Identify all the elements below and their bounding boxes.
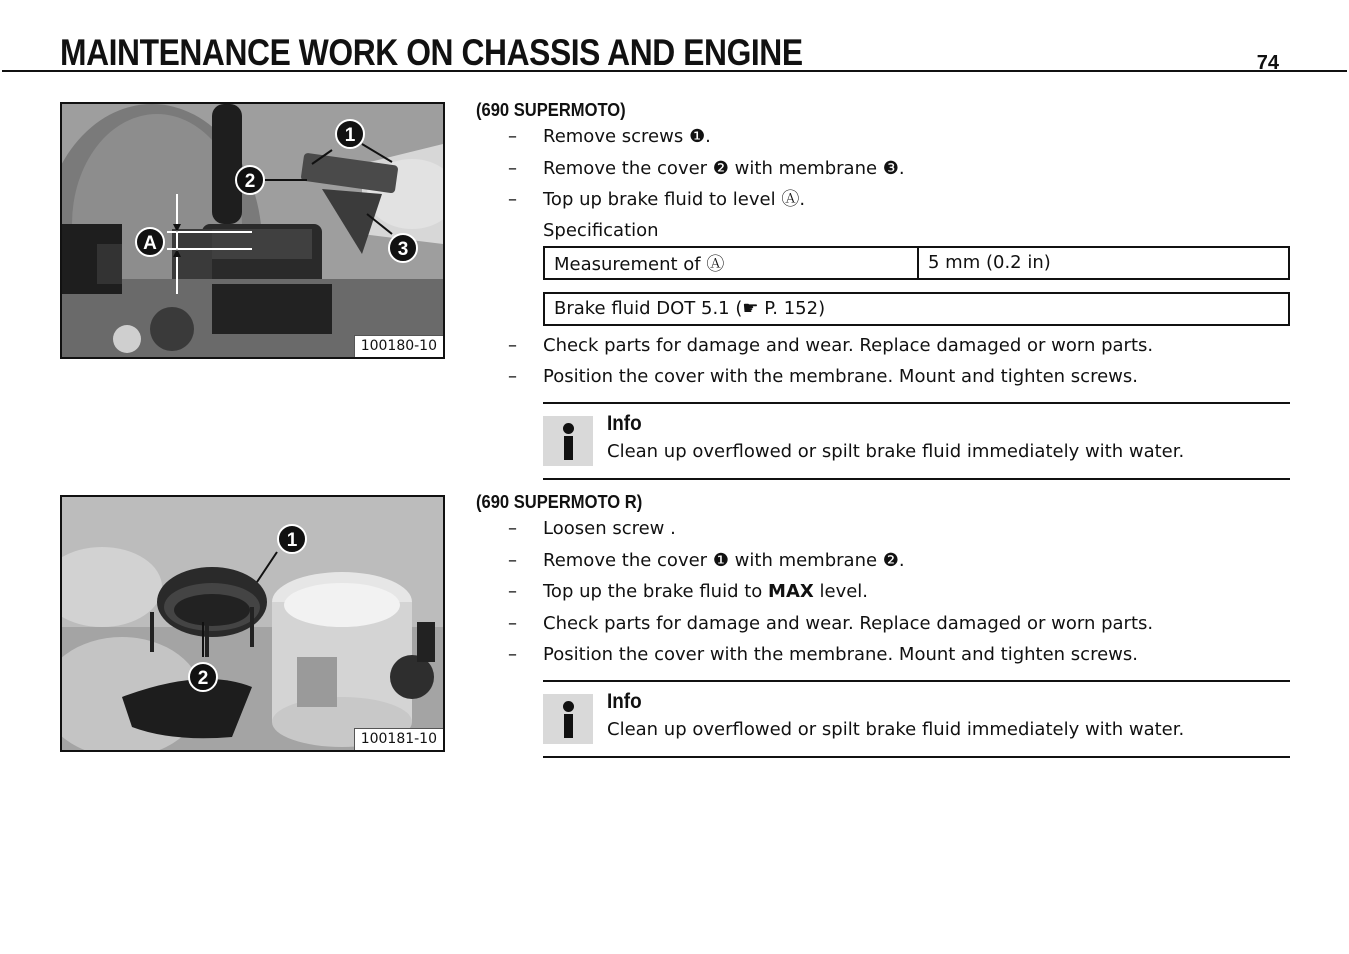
section-690-supermoto-r (476, 491, 1290, 758)
step-text: Top up brake fluid to level (543, 189, 782, 210)
figure-photo-illustration (62, 104, 443, 357)
callout-2 (236, 166, 264, 194)
step-text-end: . (705, 126, 711, 147)
step-text: Loosen screw . (543, 518, 676, 539)
info-icon (543, 416, 593, 466)
step-item (476, 608, 1290, 640)
figure-photo-illustration (62, 497, 443, 750)
specification-label: Specification (543, 219, 659, 241)
info-box (543, 402, 1290, 480)
info-title: Info (607, 689, 642, 713)
step-text-end: . (898, 549, 905, 571)
step-item (476, 639, 1290, 671)
page-number: 74 (1256, 52, 1279, 74)
step-item (476, 330, 1290, 362)
svg-text:1: 1 (286, 530, 298, 551)
step-dash: – (508, 549, 517, 571)
spec-label-cell (544, 247, 918, 279)
step-text: Remove screws (543, 126, 689, 147)
step-dash: – (508, 581, 517, 602)
callout-ref: Ⓐ (781, 189, 800, 210)
brake-fluid-box (543, 292, 1290, 326)
section-heading: (690 SUPERMOTO) (476, 100, 626, 120)
figure-brake-reservoir-690-supermoto-r (60, 495, 445, 752)
callout-ref: ❷ (712, 157, 729, 179)
info-text: Clean up overflowed or spilt brake fluid immediately with water. (607, 440, 1185, 462)
step-dash: – (508, 334, 517, 356)
step-dash: – (508, 518, 517, 539)
step-text: Top up the brake fluid to (543, 581, 769, 602)
step-dash: – (508, 157, 517, 179)
step-text: Check parts for damage and wear. Replace damaged or worn parts. (543, 612, 1154, 634)
callout-3 (389, 234, 417, 262)
step-dash: – (508, 366, 517, 387)
callout-ref: ❷ (882, 549, 899, 571)
fluid-text: Brake fluid DOT 5.1 ( (554, 297, 743, 319)
step-text: Check parts for damage and wear. Replace damaged or worn parts. (543, 334, 1154, 356)
step-item (476, 545, 1290, 577)
figure-brake-reservoir-690-supermoto (60, 102, 445, 359)
spec-label-text: Measurement of (554, 253, 707, 275)
info-title: Info (607, 411, 642, 435)
page-title: MAINTENANCE WORK ON CHASSIS AND ENGINE (60, 32, 803, 73)
step-dash: – (508, 612, 517, 634)
step-text-end: . (799, 189, 806, 210)
svg-text:2: 2 (244, 171, 256, 192)
info-box (543, 680, 1290, 758)
spec-value-cell: 5 mm (0.2 in) (918, 247, 1289, 279)
step-text: Remove the cover (543, 157, 713, 179)
step-item (476, 576, 1290, 608)
svg-text:3: 3 (397, 239, 409, 260)
section-heading: (690 SUPERMOTO R) (476, 492, 643, 512)
step-text: Position the cover with the membrane. Mount and tighten screws. (543, 366, 1138, 387)
pointing-hand-icon: ☛ (742, 297, 759, 319)
table-row (544, 247, 1289, 279)
callout-ref: ❸ (882, 157, 899, 179)
svg-text:1: 1 (344, 125, 356, 146)
specification-table (543, 246, 1290, 280)
callout-1 (278, 525, 306, 553)
figure-code: 100181-10 (354, 728, 443, 750)
callout-1 (336, 120, 364, 148)
svg-text:A: A (143, 233, 157, 254)
page-reference-link[interactable]: P. 152) (758, 297, 826, 319)
callout-ref: ❶ (712, 549, 729, 571)
step-text: Remove the cover (543, 549, 713, 571)
callout-ref: ❶ (688, 126, 706, 147)
step-item (476, 361, 1290, 393)
section-690-supermoto (476, 99, 1290, 480)
step-text-mid: with membrane (728, 549, 883, 571)
header-divider (2, 70, 1347, 72)
max-level-label: MAX (768, 581, 814, 602)
step-text-mid: with membrane (728, 157, 883, 179)
step-text-end: level. (813, 581, 869, 602)
step-text: Position the cover with the membrane. Mount and tighten screws. (543, 644, 1138, 665)
info-icon (543, 694, 593, 744)
step-dash: – (508, 189, 517, 210)
step-dash: – (508, 644, 517, 665)
callout-2 (189, 663, 217, 691)
step-dash: – (508, 126, 517, 147)
callout-a (136, 228, 164, 256)
step-item (476, 184, 1290, 216)
callout-ref: Ⓐ (706, 253, 725, 275)
svg-text:2: 2 (197, 668, 209, 689)
figure-code: 100180-10 (354, 335, 443, 357)
info-text: Clean up overflowed or spilt brake fluid immediately with water. (607, 718, 1185, 740)
step-item (476, 513, 1290, 545)
step-text-end: . (898, 157, 905, 179)
step-item (476, 121, 1290, 153)
step-item (476, 153, 1290, 185)
